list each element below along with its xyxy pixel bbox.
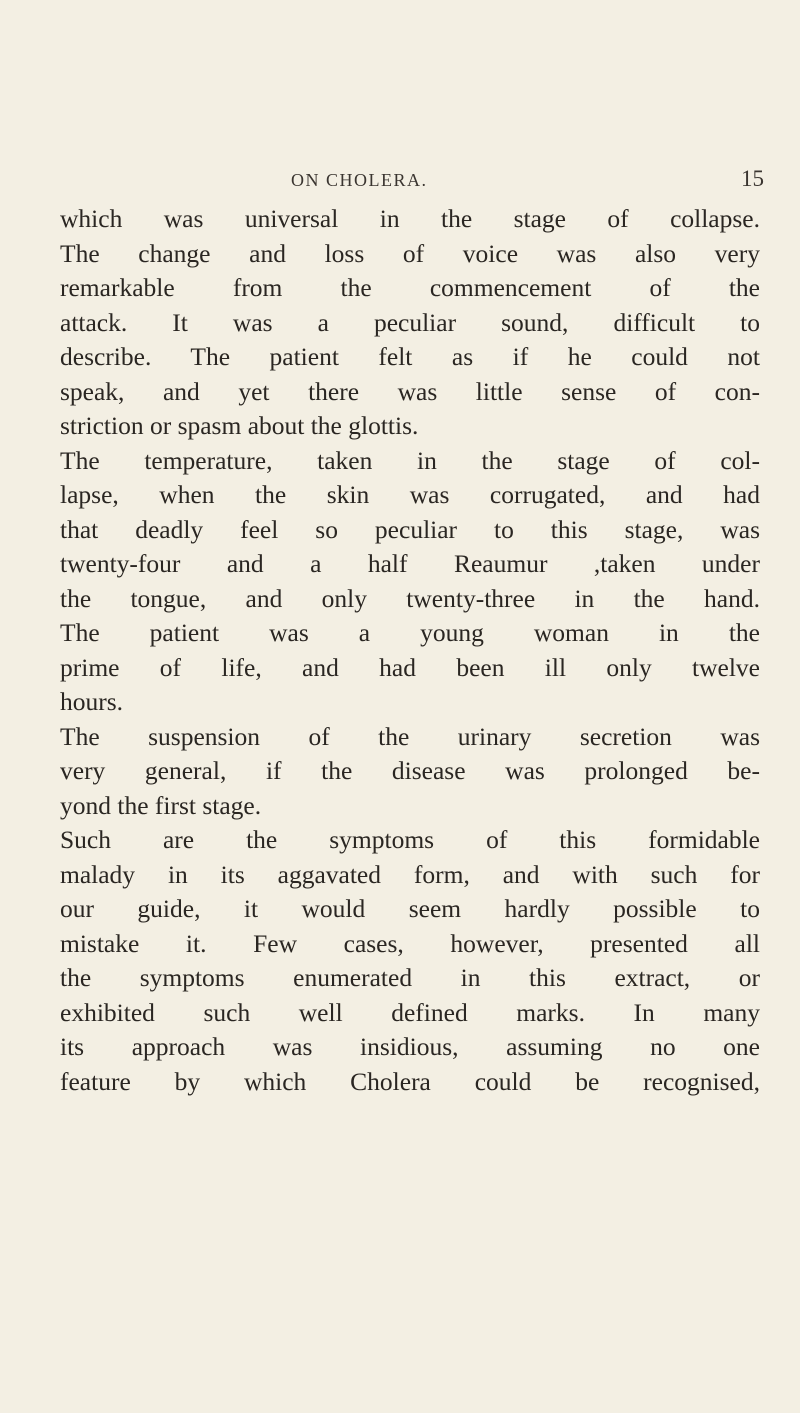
- text-line: which was universal in the stage of collapse.: [60, 204, 760, 233]
- text-line: describe. The patient felt as if he could not: [60, 342, 760, 371]
- text-line: prime of life, and had been ill only twelve: [60, 652, 760, 682]
- text-line: the tongue, and only twenty-three in the hand.: [60, 583, 760, 613]
- text-line: attack. It was a peculiar sound, difficult to: [60, 307, 760, 337]
- text-line: mistake it. Few cases, however, presented all: [60, 928, 760, 958]
- text-line: that deadly feel so peculiar to this stage, was: [60, 514, 760, 544]
- text-line: The suspension of the urinary secretion was: [60, 721, 760, 751]
- text-line: feature by which Cholera could be recognised,: [60, 1066, 760, 1096]
- text-line: yond the first stage.: [60, 790, 262, 820]
- text-line: its approach was insidious, assuming no one: [60, 1032, 760, 1061]
- running-head: [0, 166, 800, 200]
- text-line: the symptoms enumerated in this extract, or: [60, 963, 760, 992]
- text-line: our guide, it would seem hardly possible to: [60, 894, 760, 923]
- text-line: twenty-four and a half Reaumur ,taken under: [60, 549, 760, 578]
- text-line: malady in its aggavated form, and with such for: [60, 859, 760, 889]
- text-line: exhibited such well defined marks. In many: [60, 997, 760, 1027]
- text-line: speak, and yet there was little sense of con-: [60, 376, 760, 406]
- text-line: Such are the symptoms of this formidable: [60, 825, 760, 854]
- text-line: The change and loss of voice was also very: [60, 238, 760, 268]
- text-line: remarkable from the commencement of the: [60, 273, 760, 302]
- text-line: hours.: [60, 687, 124, 716]
- text-line: lapse, when the skin was corrugated, and had: [60, 480, 760, 509]
- text-line: The temperature, taken in the stage of col-: [60, 445, 760, 475]
- page-number: 15: [741, 166, 764, 191]
- running-title: ON CHOLERA.: [291, 170, 428, 190]
- text-line: The patient was a young woman in the: [60, 618, 760, 647]
- text-line: very general, if the disease was prolonged be-: [60, 756, 760, 785]
- text-line: striction or spasm about the glottis.: [60, 411, 419, 440]
- body-text: [60, 202, 760, 1099]
